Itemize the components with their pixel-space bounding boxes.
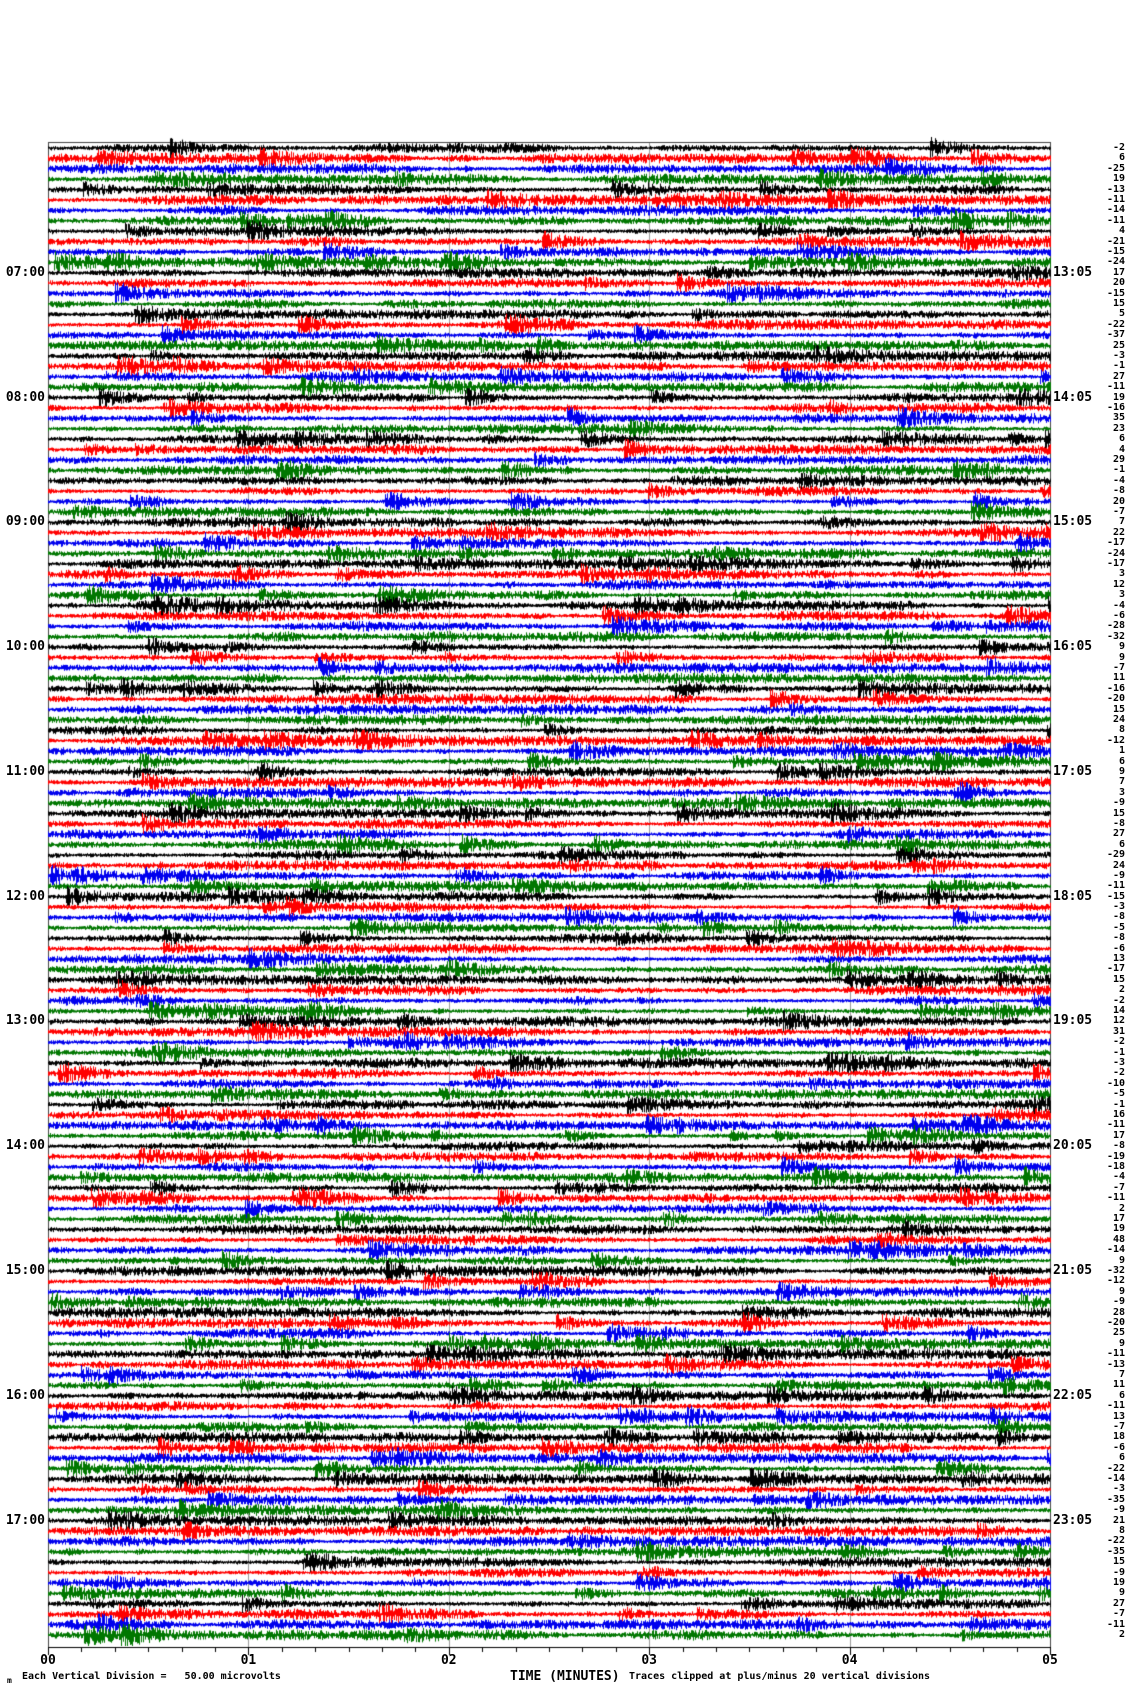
dc-offset-value: -5 (1112, 1088, 1125, 1100)
dc-offset-value: 6 (1118, 433, 1125, 445)
dc-offset-value: -6 (1112, 1441, 1125, 1453)
utc-hour-label: 23:05 (1053, 1512, 1093, 1528)
utc-hour-label: 22:05 (1053, 1387, 1093, 1403)
dc-offset-value: 3 (1118, 568, 1125, 580)
dc-offset-value: -25 (1106, 162, 1125, 174)
dc-offset-value: -9 (1112, 797, 1125, 809)
dc-offset-value: 15 (1112, 297, 1125, 309)
dc-offset-value: 19 (1112, 173, 1125, 185)
clip-note: Traces clipped at plus/minus 20 vertical divisions (629, 1671, 931, 1682)
dc-offset-value: 17 (1112, 1213, 1125, 1225)
dc-offset-value: -2 (1112, 1036, 1125, 1048)
dc-offset-value: 19 (1112, 1223, 1125, 1235)
x-axis-tick-label: 05 (1042, 1653, 1058, 1668)
dc-offset-value: 9 (1118, 651, 1125, 663)
dc-offset-value: -20 (1106, 1317, 1125, 1329)
dc-offset-value: 19 (1112, 391, 1125, 403)
local-hour-label: 09:00 (5, 514, 45, 530)
local-hour-label: 11:00 (5, 763, 45, 779)
dc-offset-value: -17 (1106, 537, 1125, 549)
dc-offset-value: -11 (1106, 1618, 1125, 1630)
dc-offset-value: 4 (1118, 225, 1125, 237)
local-hour-label: 15:00 (5, 1263, 45, 1279)
dc-offset-value: -1 (1112, 1046, 1125, 1058)
dc-offset-value: -37 (1106, 329, 1125, 341)
dc-offset-value: 1 (1118, 745, 1125, 757)
dc-offset-value: -2 (1112, 142, 1125, 153)
dc-offset-value: -11 (1106, 880, 1125, 892)
dc-offset-value: -35 (1106, 1545, 1125, 1557)
utc-hour-label: 17:05 (1053, 763, 1093, 779)
x-axis-tick-label: 04 (841, 1653, 858, 1668)
utc-hour-label: 20:05 (1053, 1138, 1093, 1154)
dc-offset-value: -8 (1112, 817, 1125, 829)
local-hour-label: 07:00 (5, 264, 45, 280)
dc-offset-value: -4 (1112, 599, 1125, 611)
dc-offset-value: -7 (1112, 661, 1125, 673)
dc-offset-value: 15 (1112, 1556, 1125, 1568)
dc-offset-value: -7 (1112, 505, 1125, 517)
dc-offset-value: 15 (1112, 703, 1125, 715)
dc-offset-value: -14 (1106, 204, 1125, 216)
dc-offset-value: -13 (1106, 183, 1125, 195)
dc-offset-value: 3 (1118, 589, 1125, 601)
dc-offset-value: 17 (1112, 1129, 1125, 1141)
dc-offset-value: 8 (1118, 724, 1125, 736)
dc-offset-value: -12 (1106, 1275, 1125, 1287)
dc-offset-value: 25 (1112, 339, 1125, 351)
dc-offset-value: -8 (1112, 911, 1125, 923)
dc-offset-value: 8 (1118, 1525, 1125, 1536)
dc-offset-value: 22 (1112, 526, 1125, 538)
dc-offset-value: -15 (1106, 890, 1125, 902)
dc-offset-value: -10 (1106, 1077, 1125, 1089)
local-hour-label: 13:00 (5, 1013, 45, 1029)
dc-offset-value: -4 (1112, 1171, 1125, 1183)
dc-offset-value: 24 (1112, 713, 1125, 725)
dc-offset-value: 2 (1118, 984, 1125, 996)
x-axis-title: TIME (MINUTES) (510, 1669, 620, 1684)
dc-offset-value: 14 (1112, 1005, 1125, 1017)
dc-offset-value: 20 (1112, 277, 1125, 289)
dc-offset-value: 23 (1112, 422, 1125, 434)
dc-offset-value: -5 (1112, 921, 1125, 933)
dc-offset-value: 11 (1112, 1379, 1125, 1391)
dc-offset-value: -11 (1106, 1348, 1125, 1360)
dc-offset-value: 6 (1118, 1452, 1125, 1464)
dc-offset-value: 17 (1112, 266, 1125, 278)
dc-offset-value: -16 (1106, 682, 1125, 694)
dc-offset-value: 3 (1118, 786, 1125, 798)
dc-offset-value: 16 (1112, 1109, 1125, 1121)
dc-offset-value: 48 (1112, 1233, 1125, 1245)
dc-offset-value: -17 (1106, 963, 1125, 975)
dc-offset-value: 15 (1112, 807, 1125, 819)
dc-offset-value: 9 (1118, 1254, 1125, 1266)
dc-offset-value: -18 (1106, 1161, 1125, 1173)
dc-offset-value: 12 (1112, 578, 1125, 590)
dc-offset-value: 28 (1112, 1306, 1125, 1318)
dc-offset-value: 7 (1118, 516, 1125, 528)
dc-offset-value: 6 (1118, 755, 1125, 767)
dc-offset-value: -14 (1106, 1244, 1125, 1256)
utc-hour-label: 18:05 (1053, 888, 1093, 904)
dc-offset-value: 35 (1112, 412, 1125, 424)
dc-offset-value: 9 (1118, 765, 1125, 777)
x-axis-tick-label: 01 (240, 1653, 257, 1668)
dc-offset-value: -35 (1106, 1493, 1125, 1505)
utc-hour-label: 16:05 (1053, 639, 1093, 655)
dc-offset-value: 27 (1112, 370, 1125, 382)
dc-offset-value: -16 (1106, 401, 1125, 413)
dc-offset-value: -15 (1106, 287, 1125, 299)
dc-offset-value: 4 (1118, 443, 1125, 455)
dc-offset-value: 25 (1112, 1327, 1125, 1339)
dc-offset-value: -17 (1106, 557, 1125, 569)
dc-offset-value: -3 (1112, 901, 1125, 913)
dc-offset-value: -13 (1106, 1358, 1125, 1370)
dc-offset-value: 18 (1112, 1431, 1125, 1443)
dc-offset-value: 13 (1112, 953, 1125, 965)
dc-offset-value: 27 (1112, 1597, 1125, 1609)
dc-offset-value: -11 (1106, 214, 1125, 226)
dc-offset-value: 13 (1112, 1410, 1125, 1422)
dc-offset-value: -6 (1112, 609, 1125, 621)
dc-offset-value: -29 (1106, 849, 1125, 861)
dc-offset-value: -3 (1112, 1057, 1125, 1069)
local-hour-label: 08:00 (5, 389, 45, 405)
dc-offset-value: 12 (1112, 1015, 1125, 1027)
dc-offset-value: -14 (1106, 1473, 1125, 1485)
x-axis-tick-label: 03 (641, 1653, 658, 1668)
dc-offset-value: 9 (1118, 1337, 1125, 1349)
dc-offset-value: -32 (1106, 1265, 1125, 1277)
dc-offset-value: 6 (1118, 838, 1125, 850)
dc-offset-value: -12 (1106, 734, 1125, 746)
dc-offset-value: -32 (1106, 630, 1125, 642)
dc-offset-value: -22 (1106, 318, 1125, 330)
dc-offset-value: -9 (1112, 1504, 1125, 1516)
dc-offset-value: 15 (1112, 973, 1125, 985)
dc-offset-value: -11 (1106, 1192, 1125, 1204)
x-axis-tick-label: 00 (40, 1653, 56, 1668)
dc-offset-value: -4 (1112, 474, 1125, 486)
dc-offset-value: -19 (1106, 1150, 1125, 1162)
dc-offset-value: -22 (1106, 1462, 1125, 1474)
dc-offset-value: -7 (1112, 1608, 1125, 1620)
scale-note: Each Vertical Division = 50.00 microvolts (22, 1671, 281, 1682)
dc-offset-value: -8 (1112, 1140, 1125, 1152)
dc-offset-value: -1 (1112, 1098, 1125, 1110)
dc-offset-value: 9 (1118, 1285, 1125, 1297)
dc-offset-value: -3 (1112, 1483, 1125, 1495)
dc-offset-value: 7 (1118, 1369, 1125, 1381)
dc-offset-value: -11 (1106, 381, 1125, 393)
dc-offset-value: 6 (1118, 1389, 1125, 1401)
dc-offset-value: -22 (1106, 1535, 1125, 1547)
dc-offset-value: 27 (1112, 828, 1125, 840)
dc-offset-value: -7 (1112, 1421, 1125, 1433)
dc-offset-value: -3 (1112, 349, 1125, 361)
dc-offset-value: -2 (1112, 994, 1125, 1006)
dc-offset-value: -1 (1112, 360, 1125, 372)
local-hour-label: 10:00 (5, 639, 45, 655)
dc-offset-value: -11 (1106, 193, 1125, 205)
local-hour-label: 16:00 (5, 1387, 45, 1403)
dc-offset-value: -15 (1106, 245, 1125, 257)
dc-offset-value: 2 (1118, 1629, 1125, 1640)
dc-offset-value: 29 (1112, 453, 1125, 465)
dc-offset-value: -1 (1112, 464, 1125, 476)
local-hour-label: 17:00 (5, 1512, 45, 1528)
dc-offset-value: -24 (1106, 547, 1125, 559)
dc-offset-value: 9 (1118, 1587, 1125, 1599)
x-axis-tick-label: 02 (440, 1653, 457, 1668)
dc-offset-value: 9 (1118, 641, 1125, 653)
dc-offset-value: -2 (1112, 1067, 1125, 1079)
dc-offset-value: 5 (1118, 308, 1125, 320)
dc-offset-value: -11 (1106, 1400, 1125, 1412)
local-hour-label: 14:00 (5, 1138, 45, 1154)
dc-offset-value: 19 (1112, 1577, 1125, 1588)
dc-offset-value: -9 (1112, 1296, 1125, 1308)
dc-offset-value: -7 (1112, 1181, 1125, 1193)
dc-offset-value: 21 (1112, 1514, 1125, 1526)
dc-offset-value: -20 (1106, 693, 1125, 705)
dc-offset-value: 20 (1112, 495, 1125, 507)
dc-offset-value: -21 (1106, 235, 1125, 247)
dc-offset-value: -8 (1112, 485, 1125, 497)
dc-offset-value: -6 (1112, 942, 1125, 954)
dc-offset-value: 2 (1118, 1202, 1125, 1214)
dc-offset-value: -11 (1106, 1119, 1125, 1131)
utc-hour-label: 21:05 (1053, 1263, 1093, 1279)
utc-hour-label: 19:05 (1053, 1013, 1093, 1029)
footer-marker-glyph: m (7, 1676, 12, 1685)
dc-offset-value: -24 (1106, 256, 1125, 268)
utc-hour-label: 14:05 (1053, 389, 1093, 405)
utc-hour-label: 13:05 (1053, 264, 1093, 280)
local-hour-label: 12:00 (5, 888, 45, 904)
dc-offset-value: -8 (1112, 932, 1125, 944)
dc-offset-value: -9 (1112, 869, 1125, 881)
dc-offset-value: 7 (1118, 776, 1125, 788)
dc-offset-value: -28 (1106, 620, 1125, 632)
utc-hour-label: 15:05 (1053, 514, 1093, 530)
dc-offset-value: -9 (1112, 1566, 1125, 1578)
dc-offset-value: 31 (1112, 1025, 1125, 1037)
dc-offset-value: 24 (1112, 859, 1125, 871)
dc-offset-value: 6 (1118, 152, 1125, 164)
dc-offset-value: 11 (1112, 672, 1125, 684)
